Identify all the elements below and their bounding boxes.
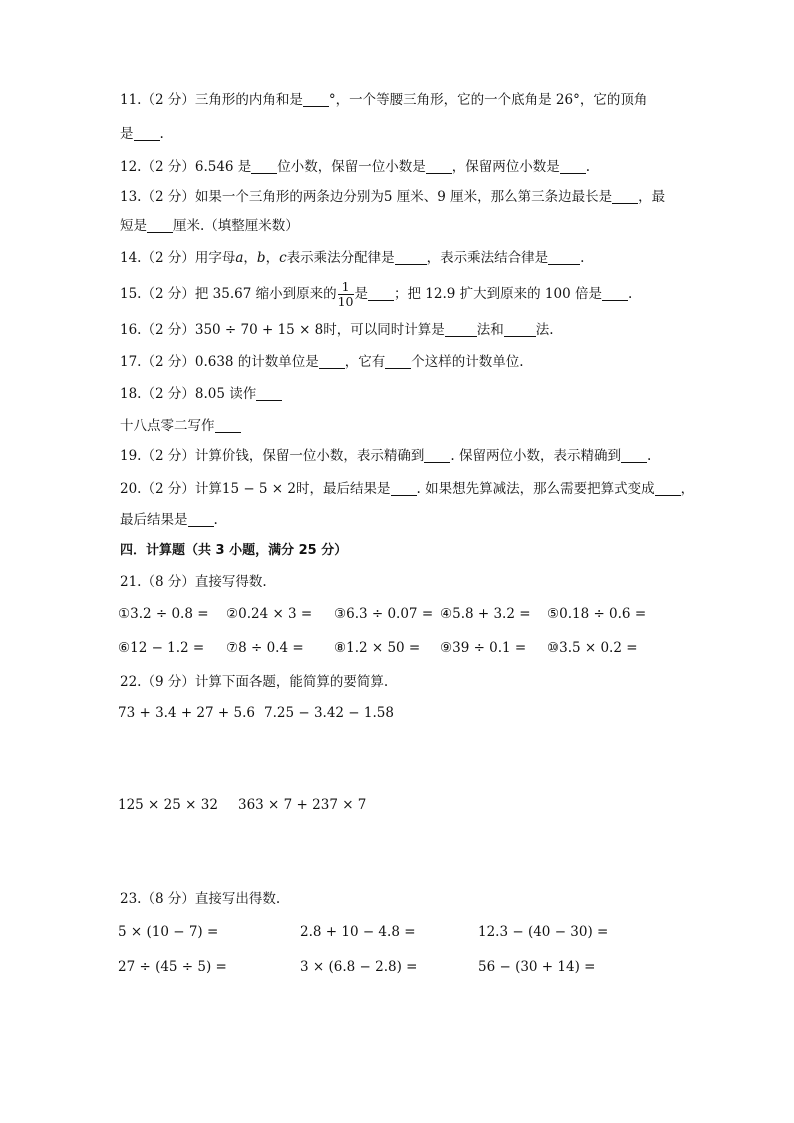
math-expression: 350 ÷ 70 + 15 × 8 <box>194 322 324 338</box>
answer-blank[interactable] <box>368 285 394 301</box>
question-13-text: 短是 <box>120 218 147 234</box>
answer-blank[interactable] <box>445 321 477 337</box>
answer-blank[interactable] <box>602 285 628 301</box>
question-11-text: °，一个等腰三角形，它的一个底角是 26°，它的顶角 <box>328 92 648 108</box>
question-16 <box>120 320 554 340</box>
answer-blank[interactable] <box>188 511 214 527</box>
question-13-text: ，最 <box>638 189 666 205</box>
question-17-text: 个这样的计数单位. <box>411 354 524 370</box>
question-21-title: 21.（8 分）直接写得数. <box>120 574 267 590</box>
answer-blank[interactable] <box>548 249 580 265</box>
variable-a: a <box>235 250 244 266</box>
question-13-text: 13.（2 分）如果一个三角形的两条边分别为5 厘米、9 厘米，那么第三条边最长是 <box>120 189 613 205</box>
question-20-text: . <box>213 512 218 528</box>
answer-blank[interactable] <box>426 158 452 174</box>
question-20-text: 20.（2 分）计算 <box>120 481 222 497</box>
question-18-text: 十八点零二写作 <box>120 418 215 434</box>
question-13-text: 厘米.（填整厘米数） <box>173 218 299 234</box>
question-14-text: 表示乘法分配律是 <box>286 250 395 266</box>
q22-expression: 73 + 3.4 + 27 + 5.6 <box>118 705 255 721</box>
question-15-text: . <box>628 286 633 302</box>
answer-blank[interactable] <box>385 353 411 369</box>
answer-blank[interactable] <box>560 158 586 174</box>
question-17-text: ，它有 <box>344 354 386 370</box>
answer-blank[interactable] <box>395 249 427 265</box>
question-11-line-2 <box>120 124 164 144</box>
fraction-one-tenth <box>338 280 354 309</box>
q23-item: 2.8 + 10 − 4.8 = <box>300 924 416 940</box>
q23-item: 3 × (6.8 − 2.8) = <box>300 959 418 975</box>
answer-blank[interactable] <box>391 480 417 496</box>
question-15-text: 15.（2 分）把 35.67 缩小到原来的 <box>120 286 337 302</box>
question-20-text: 最后结果是 <box>120 512 188 528</box>
q22-expression: 125 × 25 × 32 <box>118 797 218 813</box>
q21-item: ⑧1.2 × 50 = <box>334 640 421 656</box>
q23-item: 12.3 − (40 − 30) = <box>478 924 609 940</box>
q21-item: ⑤0.18 ÷ 0.6 = <box>547 606 647 622</box>
question-19-text: . <box>646 448 652 464</box>
answer-blank[interactable] <box>655 480 681 496</box>
separator: ， <box>243 250 257 266</box>
answer-blank[interactable] <box>319 353 345 369</box>
question-12-text: 位小数，保留一位小数是 <box>277 159 426 175</box>
question-15 <box>120 280 632 309</box>
question-12 <box>120 157 590 177</box>
question-16-text: 16.（2 分） <box>120 322 195 338</box>
question-16-text: 时，可以同时计算是 <box>323 322 445 338</box>
question-11-text: 11.（2 分）三角形的内角和是 <box>120 92 303 108</box>
variable-c: c <box>279 250 287 266</box>
section-heading: 四．计算题（共 3 小题，满分 25 分） <box>120 543 348 558</box>
question-20-line-2 <box>120 510 218 530</box>
q21-item: ③6.3 ÷ 0.07 = <box>334 606 434 622</box>
question-15-text: 是 <box>354 286 368 302</box>
question-20-line-1 <box>120 479 694 499</box>
q21-item: ⑩3.5 × 0.2 = <box>547 640 638 656</box>
question-16-text: 法. <box>535 322 554 338</box>
question-13-line-1 <box>120 187 665 207</box>
question-14-text: . <box>580 250 585 266</box>
q22-expression: 363 × 7 + 237 × 7 <box>238 797 367 813</box>
separator: ， <box>265 250 280 266</box>
answer-blank[interactable] <box>621 447 647 463</box>
answer-blank[interactable] <box>256 385 282 401</box>
q21-item: ⑥12 − 1.2 = <box>118 640 205 656</box>
question-19-text: 19.（2 分）计算价钱，保留一位小数，表示精确到 <box>120 448 425 464</box>
q23-item: 27 ÷ (45 ÷ 5) = <box>118 959 227 975</box>
question-14-text: ，表示乘法结合律是 <box>426 250 549 266</box>
question-15-text: ；把 12.9 扩大到原来的 100 倍是 <box>394 286 602 302</box>
question-18-line-1 <box>120 384 282 404</box>
question-12-text: 12.（2 分）6.546 是 <box>120 159 252 175</box>
question-17 <box>120 352 524 372</box>
answer-blank[interactable] <box>134 125 160 141</box>
answer-blank[interactable] <box>147 217 173 233</box>
question-11-line-1 <box>120 90 647 110</box>
q23-item: 5 × (10 − 7) = <box>118 924 219 940</box>
question-12-text: ，保留两位小数是 <box>451 159 560 175</box>
q21-item: ④5.8 + 3.2 = <box>440 606 531 622</box>
question-18-line-2 <box>120 416 241 436</box>
question-11-text: 是 <box>120 126 134 142</box>
q21-item: ⑨39 ÷ 0.1 = <box>440 640 527 656</box>
question-16-text: 法和 <box>476 322 504 338</box>
answer-blank[interactable] <box>303 91 329 107</box>
question-11-text: . <box>159 126 164 142</box>
q21-item: ⑦8 ÷ 0.4 = <box>226 640 304 656</box>
math-expression: 15 − 5 × 2 <box>221 481 297 497</box>
question-22-title: 22.（9 分）计算下面各题，能简算的要简算. <box>120 674 389 690</box>
answer-blank[interactable] <box>424 447 450 463</box>
question-13-line-2 <box>120 216 299 236</box>
variable-b: b <box>256 250 266 266</box>
question-20-text: 时，最后结果是 <box>296 481 391 497</box>
answer-blank[interactable] <box>251 158 277 174</box>
q23-item: 56 − (30 + 14) = <box>478 959 596 975</box>
answer-blank[interactable] <box>612 188 638 204</box>
question-20-text: ， <box>680 481 695 497</box>
question-19 <box>120 446 651 466</box>
question-18-text: 18.（2 分）8.05 读作 <box>120 386 257 402</box>
q22-expression: 7.25 − 3.42 − 1.58 <box>264 705 394 721</box>
q21-item: ②0.24 × 3 = <box>226 606 313 622</box>
question-14 <box>120 248 584 268</box>
q21-item: ①3.2 ÷ 0.8 = <box>118 606 209 622</box>
question-14-text: 14.（2 分）用字母 <box>120 250 236 266</box>
fraction-denominator: 10 <box>337 294 354 309</box>
answer-blank[interactable] <box>215 417 241 433</box>
question-20-text: . 如果想先算减法，那么需要把算式变成 <box>416 481 655 497</box>
question-12-text: . <box>585 159 591 175</box>
fraction-numerator: 1 <box>338 280 354 295</box>
question-19-text: . 保留两位小数，表示精确到 <box>450 448 621 464</box>
question-17-text: 17.（2 分）0.638 的计数单位是 <box>120 354 319 370</box>
answer-blank[interactable] <box>504 321 536 337</box>
question-23-title: 23.（8 分）直接写出得数. <box>120 891 281 907</box>
